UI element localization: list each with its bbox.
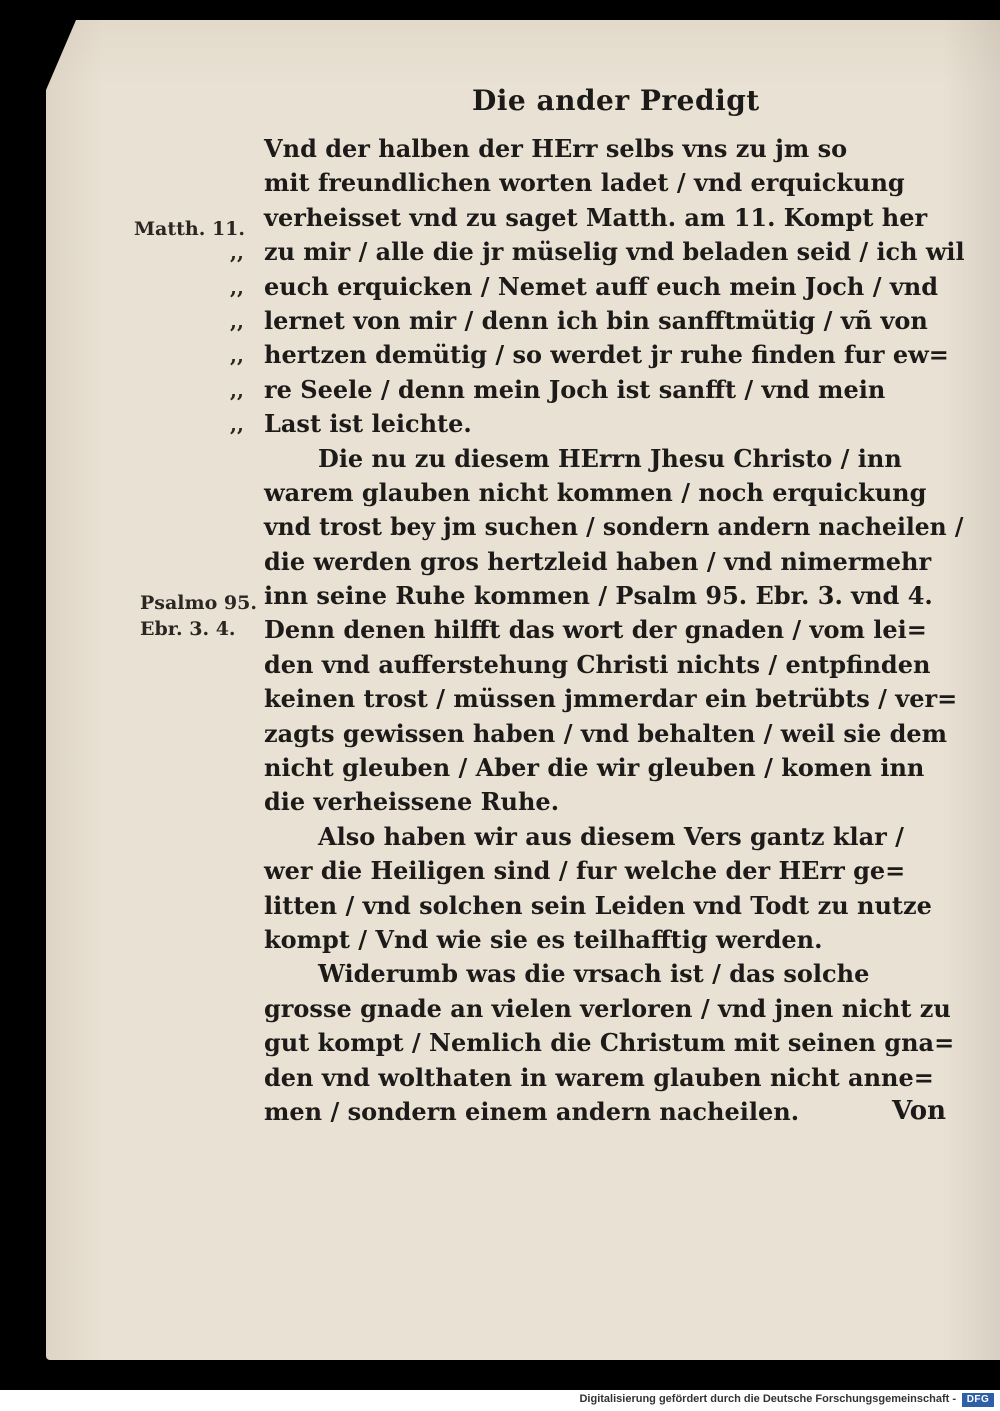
- text-line: [264, 854, 964, 888]
- line-text: keinen trost / müssen jmmerdar ein betrübts / ver=: [264, 684, 958, 714]
- line-text: kompt / Vnd wie sie es teilhafftig werden.: [264, 924, 823, 954]
- text-line: [264, 510, 964, 544]
- line-text: lernet von mir / denn ich bin sanfftmütig / vñ von: [264, 305, 928, 335]
- line-text: euch erquicken / Nemet auff euch mein Joch / vnd: [264, 271, 939, 301]
- text-line: [264, 957, 964, 991]
- line-text: die verheissene Ruhe.: [264, 787, 560, 817]
- text-line: [264, 1061, 964, 1095]
- quotation-mark: ,,: [230, 412, 244, 437]
- line-text: mit freundlichen worten ladet / vnd erquickung: [264, 168, 905, 198]
- line-text: inn seine Ruhe kommen / Psalm 95. Ebr. 3. vnd 4.: [264, 581, 933, 611]
- line-text: die werden gros hertzleid haben / vnd nimermehr: [264, 546, 932, 576]
- line-text: den vnd wolthaten in warem glauben nicht anne=: [264, 1062, 934, 1092]
- line-text: grosse gnade an vielen verloren / vnd jnen nicht zu: [264, 993, 951, 1023]
- line-text: hertzen demütig / so werdet jr ruhe finden fur ew=: [264, 340, 949, 370]
- text-line: [264, 682, 964, 716]
- text-line: [230, 338, 964, 372]
- quotation-mark: ,,: [230, 343, 244, 368]
- dfg-logo: DFG: [962, 1393, 994, 1407]
- text-line: [264, 1095, 964, 1129]
- text-line: [264, 785, 964, 819]
- text-line: [264, 820, 964, 854]
- line-text: den vnd aufferstehung Christi nichts / entpfinden: [264, 649, 931, 679]
- line-text: Last ist leichte.: [264, 409, 472, 439]
- line-text: Die nu zu diesem HErrn Jhesu Christo / inn: [318, 443, 902, 473]
- margin-note-matth: Matth. 11.: [134, 218, 245, 240]
- text-line: [264, 923, 964, 957]
- line-text: Widerumb was die vrsach ist / das solche: [318, 959, 870, 989]
- line-text: re Seele / denn mein Joch ist sanfft / vnd mein: [264, 374, 886, 404]
- text-line: [230, 304, 964, 338]
- text-line: [264, 545, 964, 579]
- text-line: [230, 235, 965, 269]
- catchword: Von: [892, 1096, 947, 1126]
- quotation-mark: ,,: [230, 308, 244, 333]
- text-line: [264, 717, 964, 751]
- text-line: [264, 1026, 964, 1060]
- line-text: verheisset vnd zu saget Matth. am 11. Kompt her: [264, 202, 928, 232]
- margin-note-psalmo: Psalmo 95.: [140, 592, 257, 614]
- line-text: Vnd der halben der HErr selbs vns zu jm so: [264, 134, 848, 163]
- text-line: [264, 579, 964, 613]
- footer-credit: Digitalisierung gefördert durch die Deutsche Forschungsgemeinschaft -: [579, 1393, 956, 1405]
- line-text: warem glauben nicht kommen / noch erquickung: [264, 477, 927, 507]
- text-line: [264, 992, 964, 1026]
- text-block: [230, 132, 965, 1129]
- line-text: zagts gewissen haben / vnd behalten / weil sie dem: [264, 718, 948, 748]
- running-head: Die ander Predigt: [472, 84, 760, 117]
- text-line: [264, 166, 964, 200]
- text-line: [264, 476, 964, 510]
- line-text: vnd trost bey jm suchen / sondern andern nacheilen /: [264, 512, 964, 542]
- text-line: [264, 889, 964, 923]
- text-line: [230, 407, 964, 441]
- text-line: [264, 201, 964, 235]
- text-line: [230, 373, 964, 407]
- line-text: zu mir / alle die jr müselig vnd beladen seid / ich wil: [264, 237, 965, 267]
- text-line: [264, 442, 964, 476]
- line-text: wer die Heiligen sind / fur welche der HErr ge=: [264, 856, 906, 886]
- footer-bar: [0, 1390, 1000, 1411]
- text-line: [264, 751, 964, 785]
- line-text: nicht gleuben / Aber die wir gleuben / komen inn: [264, 753, 925, 783]
- quotation-mark: ,,: [230, 240, 244, 265]
- margin-note-ebr: Ebr. 3. 4.: [140, 618, 236, 640]
- text-line: [264, 132, 964, 166]
- line-text: men / sondern einem andern nacheilen.: [264, 1096, 800, 1126]
- quotation-mark: ,,: [230, 377, 244, 402]
- page-corner-fold: [46, 20, 76, 90]
- quotation-mark: ,,: [230, 274, 244, 299]
- text-line: [264, 613, 964, 647]
- line-text: gut kompt / Nemlich die Christum mit seinen gna=: [264, 1028, 955, 1058]
- line-text: Denn denen hilfft das wort der gnaden / vom lei=: [264, 615, 927, 645]
- line-text: Also haben wir aus diesem Vers gantz klar /: [318, 821, 904, 851]
- text-line: [264, 648, 964, 682]
- text-line: [230, 270, 964, 304]
- line-text: litten / vnd solchen sein Leiden vnd Todt zu nutze: [264, 890, 932, 920]
